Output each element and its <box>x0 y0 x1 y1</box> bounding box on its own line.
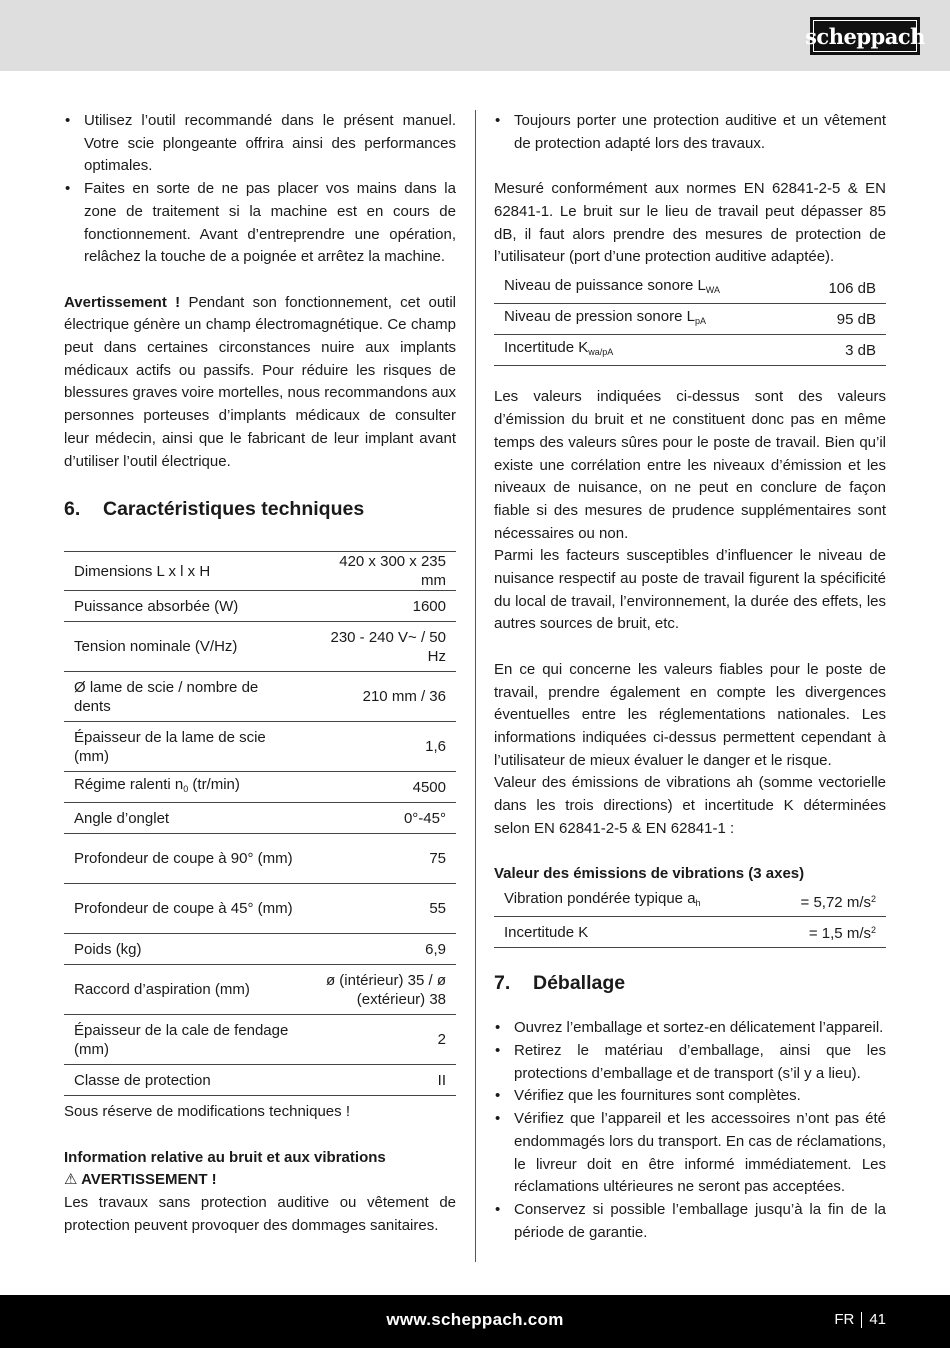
vibration-label: Vibration pondérée typique $a_h$ <box>494 886 766 917</box>
spec-table <box>64 551 456 1096</box>
spec-value: 75 <box>306 834 456 884</box>
column-divider <box>475 110 476 1262</box>
table-row <box>494 335 886 366</box>
noise-heading: Information relative au bruit et aux vibrations <box>64 1148 386 1166</box>
spec-label: Classe de protection <box>64 1065 306 1096</box>
spec-label: Raccord d’aspiration (mm) <box>64 965 306 1015</box>
table-row <box>64 591 456 622</box>
list-item: • Conservez si possible l’emballage jusqu’à la fin de la période de garantie. <box>494 1199 886 1244</box>
table-row <box>64 1015 456 1065</box>
table-row <box>64 803 456 834</box>
noise-table <box>494 273 886 367</box>
spec-value: 6,9 <box>306 934 456 965</box>
paragraph: Parmi les facteurs susceptibles d’influencer le niveau de nuisance respectif au poste de travail figurent la spécificité du local de travail, l’environnement, la durée des effets, les autres sources de bruit, etc. <box>494 547 886 633</box>
noise-value: 3 dB <box>799 335 886 366</box>
spec-value: 420 x 300 x 235 mm <box>306 552 456 591</box>
safety-bullets <box>64 110 456 269</box>
spec-label: Profondeur de coupe à 90° (mm) <box>64 834 306 884</box>
table-row <box>64 672 456 722</box>
vibration-table <box>494 886 886 949</box>
paragraph: Valeur des émissions de vibrations ah (somme vectorielle dans les trois directions) et incertitude K déterminées selon EN 62841-2-5 & EN 62841-1 : <box>494 774 886 837</box>
warning-triangle-icon: ⚠ <box>64 1171 78 1189</box>
reserve-note: Sous réserve de modifications techniques ! <box>64 1103 350 1121</box>
table-row <box>494 304 886 335</box>
table-row <box>64 884 456 934</box>
spec-label: Ø lame de scie / nombre de dents <box>64 672 306 722</box>
section-6-heading <box>64 496 456 522</box>
list-item: • Ouvrez l’emballage et sortez-en délicatement l’appareil. <box>494 1017 886 1040</box>
vibration-value: = 5,72 $m/s^2$ <box>766 886 886 917</box>
measured-paragraph: Mesuré conformément aux normes EN 62841-2-5 & EN 62841-1. Le bruit sur le lieu de travail peut dépasser 85 dB, il faut alors prendre des mesures de protection de l’utilisateur (port d’une protection auditive adaptée). <box>494 180 886 266</box>
section-title: Caractéristiques techniques <box>103 498 365 521</box>
spec-label: Épaisseur de la cale de fendage (mm) <box>64 1015 306 1065</box>
vibration-heading: Valeur des émissions de vibrations (3 axes) <box>494 865 805 883</box>
noise-label: Niveau de puissance sonore $L_{WA}$ <box>494 273 799 304</box>
table-row <box>494 917 886 948</box>
section-7-heading <box>494 970 886 996</box>
table-row <box>64 772 456 803</box>
spec-value: ø (intérieur) 35 / ø (extérieur) 38 <box>306 965 456 1015</box>
brand-logo: scheppach <box>810 17 920 55</box>
list-item: • Faites en sorte de ne pas placer vos mains dans la zone de traitement si la machine est en cours de fonctionnement. Avant d’entreprendre une opération, relâchez la touche de a poignée et arrêtez la machine. <box>64 178 456 269</box>
left-column <box>64 110 456 1237</box>
noise-value: 95 dB <box>799 304 886 335</box>
noise-value: 106 dB <box>799 273 886 304</box>
page-indicator <box>834 1311 886 1328</box>
language-code: FR <box>834 1311 855 1328</box>
section-title: Déballage <box>533 972 626 995</box>
spec-label: Dimensions L x l x H <box>64 552 306 591</box>
paragraph: Les valeurs indiquées ci-dessus sont des valeurs d’émission du bruit et ne constituent donc pas en même temps des valeurs sûres pour le poste de travail. Bien qu’il existe une corrélation entre les niveaux d’émission et les niveaux de nuisance, on ne peut en conclure de façon fiable si des mesures de prudence supplémentaires sont nécessaires ou non. <box>494 388 886 542</box>
vibration-label: Incertitude K <box>494 917 766 948</box>
protection-bullets <box>494 110 886 155</box>
right-column <box>494 110 886 1244</box>
noise-label: Niveau de pression sonore $L_{pA}$ <box>494 304 799 335</box>
section-number: 7. <box>494 972 511 995</box>
spec-label: Profondeur de coupe à 45° (mm) <box>64 884 306 934</box>
spec-value: 210 mm / 36 <box>306 672 456 722</box>
warning-label: Avertissement ! <box>64 293 181 311</box>
noise-warning: ⚠ AVERTISSEMENT ! <box>64 1171 217 1189</box>
spec-label: Puissance absorbée (W) <box>64 591 306 622</box>
noise-text: Les travaux sans protection auditive ou vêtement de protection peuvent provoquer des dommages sanitaires. <box>64 1194 456 1234</box>
list-item: • Retirez le matériau d’emballage, ainsi que les protections d’emballage et de transport (s’il y a lieu). <box>494 1040 886 1085</box>
spec-label: Tension nominale (V/Hz) <box>64 622 306 672</box>
page-number: 41 <box>869 1311 886 1328</box>
table-row <box>64 834 456 884</box>
spec-value: 0°-45° <box>306 803 456 834</box>
spec-label: Épaisseur de la lame de scie (mm) <box>64 722 306 772</box>
table-row <box>64 1065 456 1096</box>
warning-text: Pendant son fonctionnement, cet outil électrique génère un champ électromagnétique. Ce champ peut dans certaines circonstances nuire aux implants médicaux actifs ou passifs. Pour réduire les risques de blessures graves voire mortelles, nous recommandons aux personnes porteuses d’implants médicaux de consulter leur médecin, ainsi que le fabricant de leur implant avant d’utiliser l’outil électrique. <box>64 293 456 470</box>
spec-value: 1,6 <box>306 722 456 772</box>
list-item: • Utilisez l’outil recommandé dans le présent manuel. Votre scie plongeante offrira ainsi des performances optimales. <box>64 110 456 178</box>
table-row <box>64 552 456 591</box>
spec-value: 230 - 240 V~ / 50 Hz <box>306 622 456 672</box>
table-row <box>64 934 456 965</box>
table-row <box>64 965 456 1015</box>
spec-value: 4500 <box>306 772 456 803</box>
unpack-bullets <box>494 1017 886 1244</box>
website-link[interactable]: www.scheppach.com <box>386 1310 564 1329</box>
table-row <box>494 886 886 917</box>
spec-value: 55 <box>306 884 456 934</box>
warning-paragraph <box>64 292 456 474</box>
paragraph: En ce qui concerne les valeurs fiables pour le poste de travail, prendre également en compte les divergences éventuelles entre les réglementations nationales. Les informations indiquées ci-dessus permettent cependant à l’utilisateur de mieux évaluer le danger et le risque. <box>494 660 886 769</box>
spec-value: 1600 <box>306 591 456 622</box>
table-row <box>64 722 456 772</box>
page-footer <box>0 1295 950 1348</box>
spec-value: 2 <box>306 1015 456 1065</box>
page-header <box>0 0 950 71</box>
spec-label: Angle d’onglet <box>64 803 306 834</box>
list-item: • Toujours porter une protection auditive et un vêtement de protection adapté lors des travaux. <box>494 110 886 155</box>
section-number: 6. <box>64 498 81 521</box>
spec-value: II <box>306 1065 456 1096</box>
list-item: • Vérifiez que les fournitures sont complètes. <box>494 1085 886 1108</box>
spec-label: Poids (kg) <box>64 934 306 965</box>
noise-label: Incertitude $K_{wa/pA}$ <box>494 335 799 366</box>
vibration-value: = 1,5 $m/s^2$ <box>766 917 886 948</box>
list-item: • Vérifiez que l’appareil et les accessoires n’ont pas été endommagés lors du transport. En cas de réclamations, le livreur doit en être informé immédiatement. Les réclamations ultérieures ne seront pas acceptées. <box>494 1108 886 1199</box>
table-row <box>64 622 456 672</box>
spec-label: Régime ralenti $n_0$ (tr/min) <box>64 772 306 803</box>
table-row <box>494 273 886 304</box>
